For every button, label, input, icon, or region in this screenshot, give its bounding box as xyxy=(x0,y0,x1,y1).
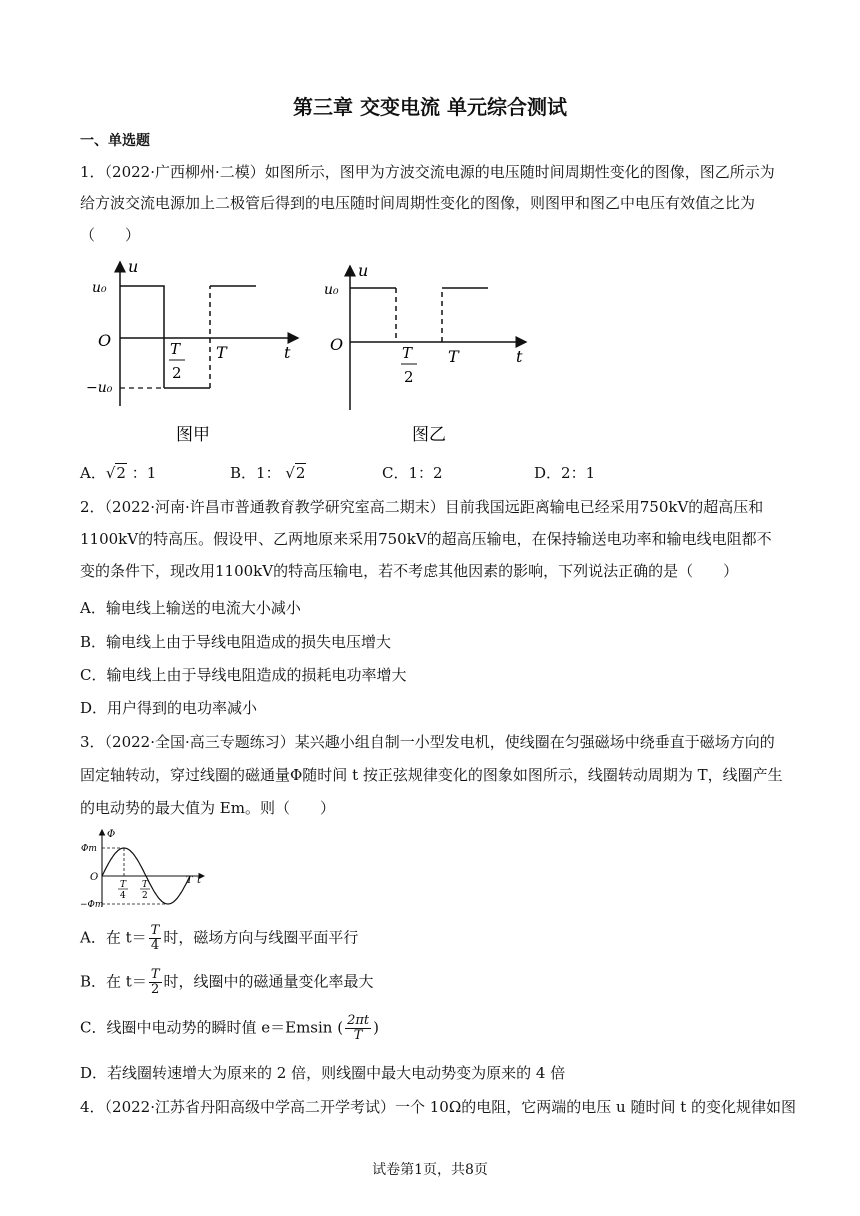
sqrt-icon: √ xyxy=(285,464,295,482)
fraction-t-over-4 xyxy=(149,924,162,953)
q1-option-d[interactable]: D．2：1 xyxy=(534,464,596,482)
figure-caption-jia: 图甲 xyxy=(176,425,210,445)
q1-option-a[interactable] xyxy=(80,462,156,483)
half-period-den: 2 xyxy=(404,368,414,386)
q3-option-a[interactable] xyxy=(80,924,358,953)
paren-open: ( xyxy=(337,1018,344,1037)
fraction-numerator: 2πt xyxy=(347,1013,370,1028)
origin-label: O xyxy=(330,335,344,354)
fraction-numerator: T xyxy=(150,923,160,938)
q3-stem-line: 的电动势的最大值为 Em。则（ ） xyxy=(80,799,335,817)
fraction-2pit-over-t xyxy=(345,1014,371,1043)
origin-label: O xyxy=(90,872,99,883)
q2-option-c[interactable]: C．输电线上由于导线电阻造成的损耗电功率增大 xyxy=(80,666,407,684)
q1-option-c[interactable]: C．1：2 xyxy=(382,464,443,482)
quarter-period-den: 4 xyxy=(120,891,126,901)
figure-caption-yi: 图乙 xyxy=(412,425,446,445)
q1-figure-jia xyxy=(84,256,314,456)
q1-stem-line: 给方波交流电源加上二极管后得到的电压随时间周期性变化的图像，则图甲和图乙中电压有效值之比为 xyxy=(80,194,756,212)
option-a-suffix: 时，磁场方向与线圈平面平行 xyxy=(163,928,359,947)
sqrt-icon: √ xyxy=(105,464,116,482)
q2-stem-line: 变的条件下，现改用1100kV的特高压输电，若不考虑其他因素的影响，下列说法正确的是（ ） xyxy=(80,562,739,580)
half-period-num: T xyxy=(142,880,149,890)
section-heading: 一、单选题 xyxy=(80,133,150,149)
q1-figure-yi xyxy=(322,262,542,456)
option-a-prefix: A．在 t＝ xyxy=(80,928,147,947)
q1-option-b[interactable] xyxy=(230,462,306,483)
phi-m-label: Φm xyxy=(81,844,97,854)
q2-option-d[interactable]: D．用户得到的电功率减小 xyxy=(80,699,258,717)
q1-stem-line: 1．（2022·广西柳州·二模）如图所示，图甲为方波交流电源的电压随时间周期性变化的图像，图乙所示为 xyxy=(80,163,775,181)
q3-option-c[interactable] xyxy=(80,1014,379,1043)
radicand: 2 xyxy=(116,464,126,482)
half-period-den: 2 xyxy=(142,891,148,901)
fraction-denominator: 2 xyxy=(151,982,160,997)
q3-option-b[interactable] xyxy=(80,968,374,997)
radicand: 2 xyxy=(295,464,306,482)
option-a-suffix: ：1 xyxy=(131,464,157,482)
fraction-t-over-2 xyxy=(149,968,162,997)
u-axis-label: u xyxy=(358,262,369,280)
origin-label: O xyxy=(98,331,112,350)
q3-option-d[interactable]: D．若线圈转速增大为原来的 2 倍，则线圈中最大电动势变为原来的 4 倍 xyxy=(80,1064,566,1082)
q2-stem-line: 2．（2022·河南·许昌市普通教育教学研究室高二期末）目前我国远距离输电已经采用750kV的超高压和 xyxy=(80,498,764,516)
u-axis-label: u xyxy=(128,257,139,276)
option-b-suffix: 时，线圈中的磁通量变化率最大 xyxy=(163,972,374,991)
fraction-numerator: T xyxy=(150,967,160,982)
fraction-denominator: 4 xyxy=(150,938,160,953)
option-c-prefix: C．线圈中电动势的瞬时值 e＝Emsin xyxy=(80,1018,333,1037)
neg-u0-label: −u₀ xyxy=(86,380,113,396)
q2-option-a[interactable]: A．输电线上输送的电流大小减小 xyxy=(80,599,301,617)
u0-label: u₀ xyxy=(324,282,339,298)
option-b-prefix: B．在 t＝ xyxy=(80,972,147,991)
neg-phi-m-label: −Φm xyxy=(80,900,104,910)
t-axis-label: t xyxy=(284,343,291,362)
half-period-den: 2 xyxy=(172,364,182,382)
t-axis-label: t xyxy=(516,347,523,366)
q1-stem-line: （ ） xyxy=(80,226,141,244)
q3-stem-line: 固定轴转动，穿过线圈的磁通量Φ随时间 t 按正弦规律变化的图象如图所示，线圈转动周期为 T，线圈产生 xyxy=(80,766,783,784)
period-label: T xyxy=(186,875,193,886)
page-footer: 试卷第1页，共8页 xyxy=(372,1162,488,1178)
option-a-prefix: A． xyxy=(80,464,106,482)
fraction-denominator: T xyxy=(353,1028,363,1043)
q3-stem-line: 3．（2022·全国·高三专题练习）某兴趣小组自制一小型发电机，使线圈在匀强磁场中绕垂直于磁场方向的 xyxy=(80,733,775,751)
q4-stem-line: 4．（2022·江苏省丹阳高级中学高二开学考试）一个 10Ω的电阻，它两端的电压 u 随时间 t 的变化规律如图 xyxy=(80,1098,797,1116)
period-label: T xyxy=(448,347,459,366)
q2-stem-line: 1100kV的特高压。假设甲、乙两地原来采用750kV的超高压输电，在保持输送电功率和输电线电阻都不 xyxy=(80,530,772,548)
t-axis-label: t xyxy=(197,875,202,886)
page-title: 第三章 交变电流 单元综合测试 xyxy=(293,95,567,119)
u0-label: u₀ xyxy=(92,280,107,296)
phi-axis-label: Φ xyxy=(107,829,116,840)
quarter-period-num: T xyxy=(120,880,127,890)
half-period-num: T xyxy=(170,340,181,358)
q3-flux-figure xyxy=(80,826,210,910)
option-b-prefix: B．1： xyxy=(230,464,281,482)
paren-close: ) xyxy=(373,1018,379,1037)
q2-option-b[interactable]: B．输电线上由于导线电阻造成的损失电压增大 xyxy=(80,633,392,651)
period-label: T xyxy=(216,343,227,362)
half-period-num: T xyxy=(402,344,413,362)
